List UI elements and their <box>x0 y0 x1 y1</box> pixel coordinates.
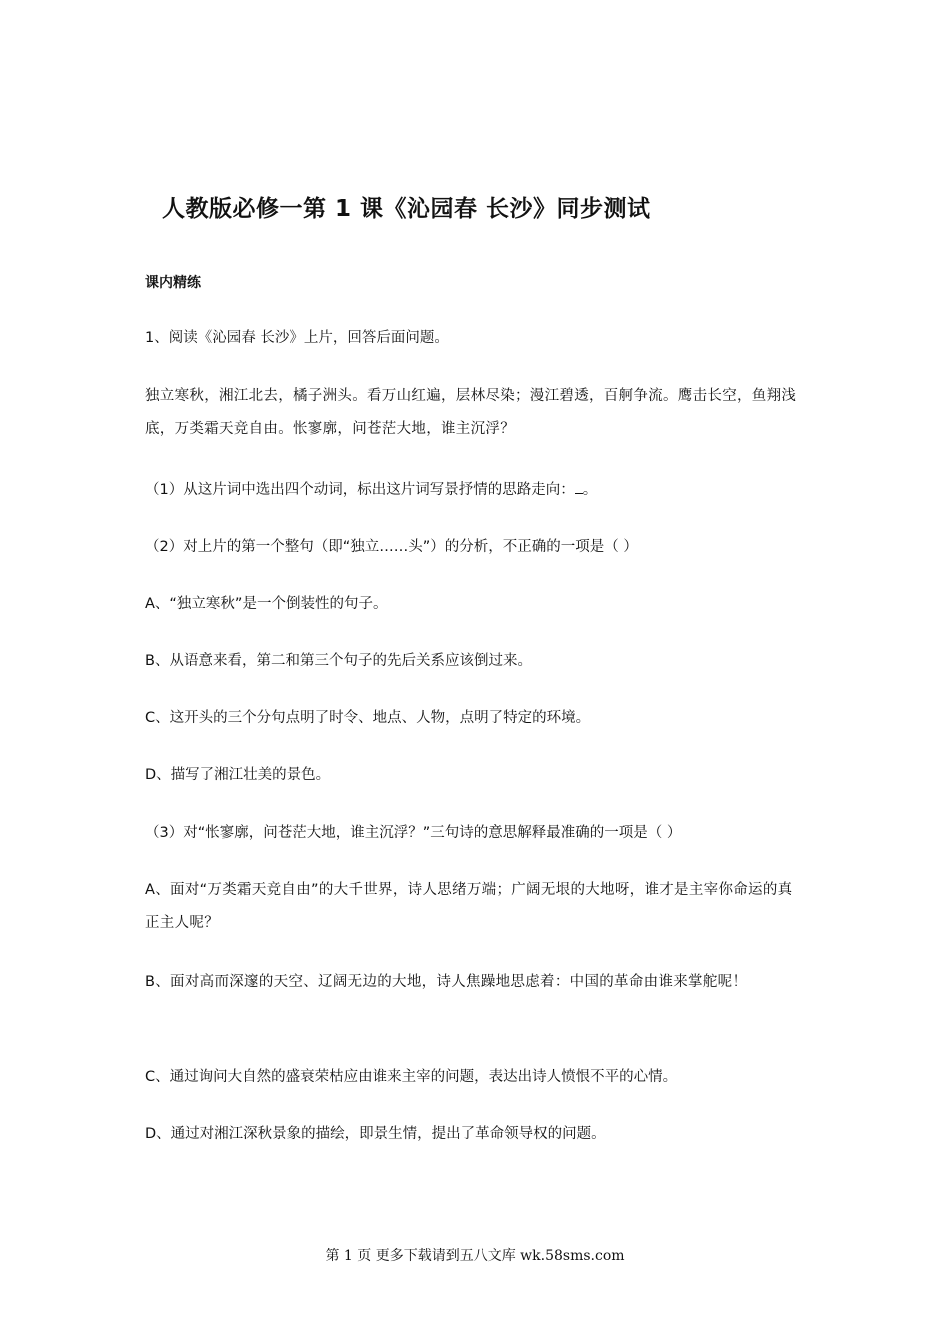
page-footer: 第 1 页 更多下载请到五八文库 wk.58sms.com <box>325 1248 625 1264</box>
sub-question-1 <box>145 476 805 505</box>
sub-question-2-option-d: D、描写了湘江壮美的景色。 <box>145 767 331 783</box>
sub-question-2: （2）对上片的第一个整句（即“独立……头”）的分析，不正确的一项是（ ） <box>145 539 638 555</box>
sub-question-3-option-d: D、通过对湘江深秋景象的描绘，即景生情，提出了革命领导权的问题。 <box>145 1126 606 1142</box>
question-1-intro: 1、阅读《沁园春 长沙》上片，回答后面问题。 <box>145 330 449 346</box>
sub-question-3-option-a: A、面对“万类霜天竞自由”的大千世界，诗人思绪万端；广阔无垠的大地呀，谁才是主宰你命运的真正主人呢？ <box>145 882 793 931</box>
sub-question-3-option-b: B、面对高而深邃的天空、辽阔无边的大地，诗人焦躁地思虑着：中国的革命由谁来掌舵呢！ <box>145 974 748 990</box>
poem-text: 独立寒秋，湘江北去，橘子洲头。看万山红遍，层林尽染；漫江碧透，百舸争流。鹰击长空，鱼翔浅底，万类霜天竞自由。怅寥廓，问苍茫大地，谁主沉浮？ <box>145 388 797 437</box>
sub-question-2-option-a: A、“独立寒秋”是一个倒装性的句子。 <box>145 596 388 612</box>
sub-question-1-text: （1）从这片词中选出四个动词，标出这片词写景抒情的思路走向： <box>145 482 575 498</box>
sub-question-3: （3）对“怅寥廓，问苍茫大地，谁主沉浮？”三句诗的意思解释最准确的一项是（ ） <box>145 825 682 841</box>
sub-question-3-option-c: C、通过询问大自然的盛衰荣枯应由谁来主宰的问题，表达出诗人愤恨不平的心情。 <box>145 1069 678 1085</box>
sub-question-1-end: 。 <box>582 482 598 498</box>
sub-question-2-option-b: B、从语意来看，第二和第三个句子的先后关系应该倒过来。 <box>145 653 532 669</box>
section-heading: 课内精练 <box>145 275 201 291</box>
answer-blank[interactable] <box>575 479 583 494</box>
page-title: 人教版必修一第 1 课《沁园春 长沙》同步测试 <box>162 196 651 222</box>
sub-question-2-option-c: C、这开头的三个分句点明了时令、地点、人物，点明了特定的环境。 <box>145 710 591 726</box>
